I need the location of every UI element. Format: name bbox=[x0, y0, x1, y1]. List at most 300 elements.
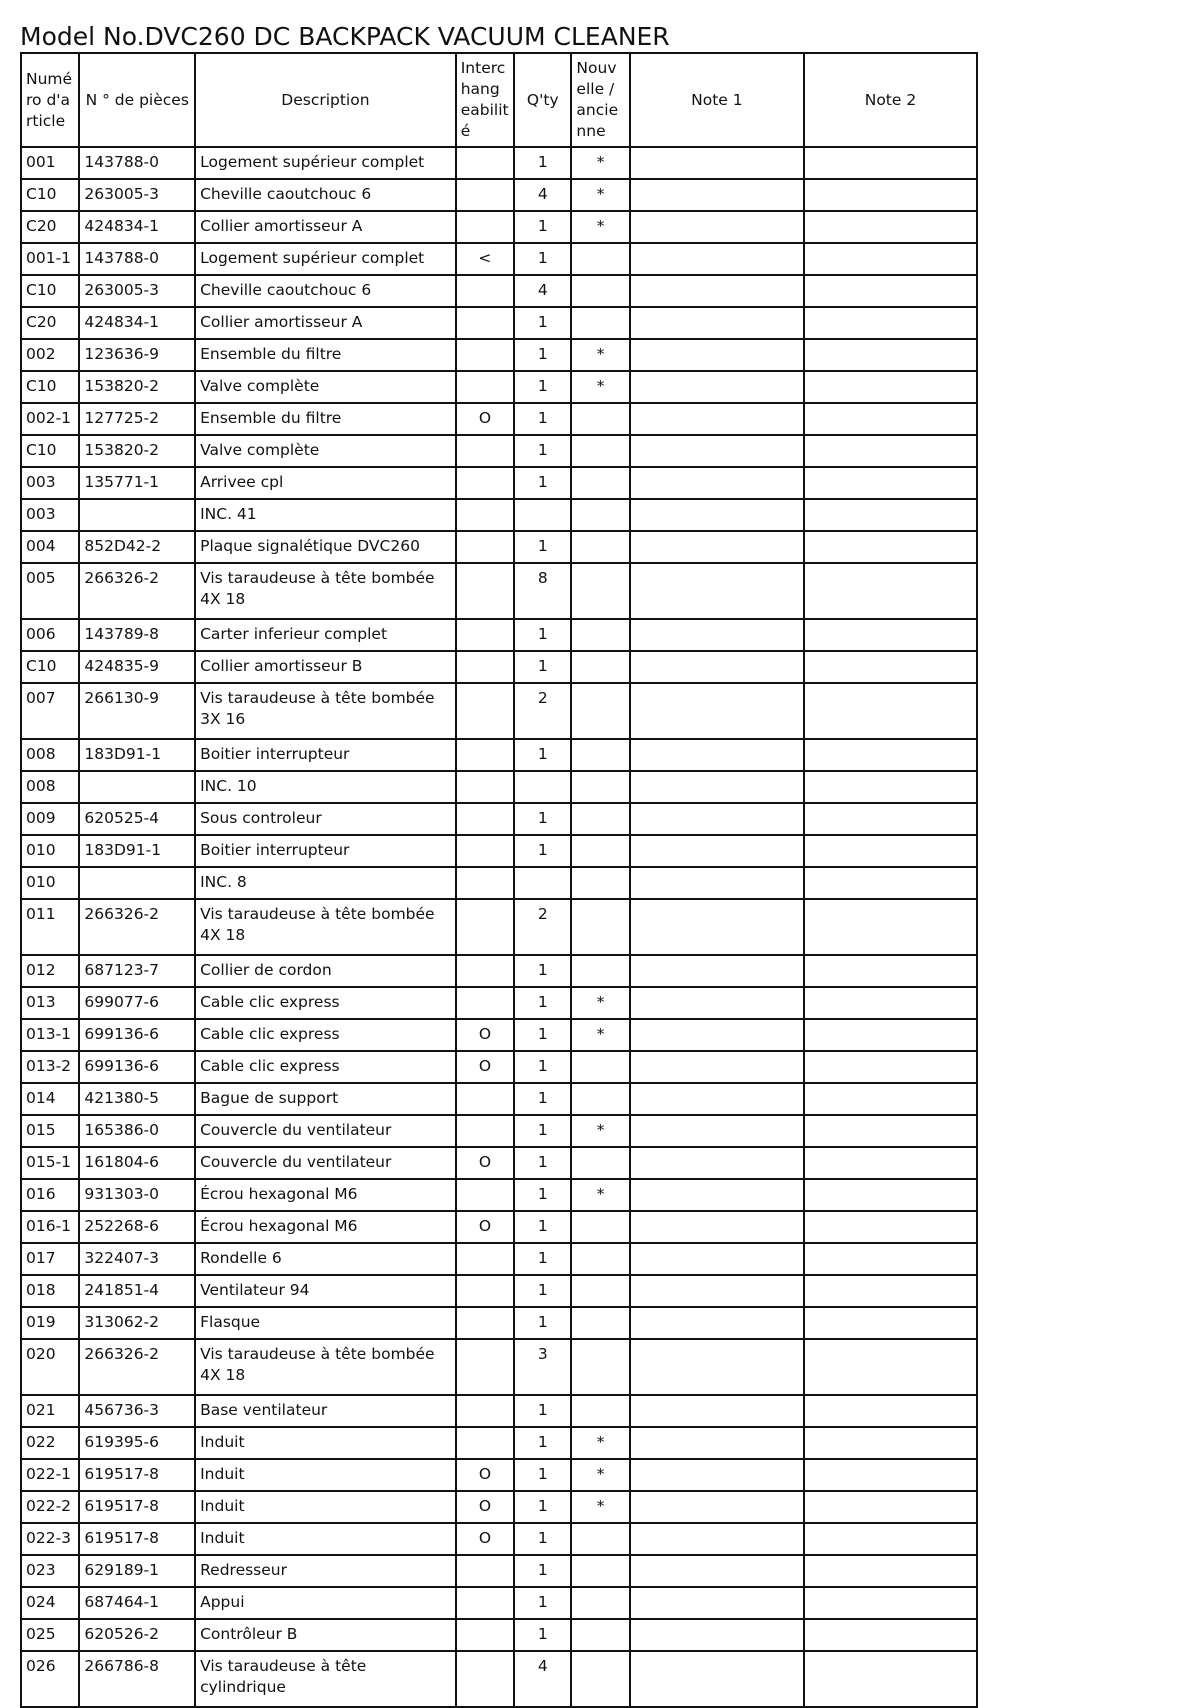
interchangeability-cell bbox=[456, 739, 514, 771]
part-number-cell: 143788-0 bbox=[79, 147, 195, 179]
header-item-number: Numéro d'article bbox=[21, 53, 79, 147]
table-row bbox=[21, 499, 977, 531]
table-row bbox=[21, 1115, 977, 1147]
interchangeability-cell bbox=[456, 987, 514, 1019]
item-number-cell: 002-1 bbox=[21, 403, 79, 435]
new-old-cell bbox=[571, 1307, 629, 1339]
new-old-cell: * bbox=[571, 339, 629, 371]
interchangeability-cell: O bbox=[456, 1459, 514, 1491]
note-2-cell bbox=[804, 243, 977, 275]
description-cell: Vis taraudeuse à tête bombée 4X 18 bbox=[195, 1339, 456, 1395]
note-2-cell bbox=[804, 1587, 977, 1619]
item-number-cell: 003 bbox=[21, 467, 79, 499]
interchangeability-cell: O bbox=[456, 1019, 514, 1051]
part-number-cell bbox=[79, 867, 195, 899]
item-number-cell: 009 bbox=[21, 803, 79, 835]
note-1-cell bbox=[630, 1587, 804, 1619]
table-row bbox=[21, 1459, 977, 1491]
note-1-cell bbox=[630, 211, 804, 243]
part-number-cell: 421380-5 bbox=[79, 1083, 195, 1115]
note-1-cell bbox=[630, 1275, 804, 1307]
part-number-cell: 687464-1 bbox=[79, 1587, 195, 1619]
quantity-cell bbox=[514, 867, 571, 899]
quantity-cell: 3 bbox=[514, 1339, 571, 1395]
note-1-cell bbox=[630, 1019, 804, 1051]
interchangeability-cell bbox=[456, 683, 514, 739]
description-cell: Vis taraudeuse à tête cylindrique bbox=[195, 1651, 456, 1707]
new-old-cell bbox=[571, 275, 629, 307]
interchangeability-cell bbox=[456, 1179, 514, 1211]
item-number-cell: 006 bbox=[21, 619, 79, 651]
interchangeability-cell bbox=[456, 1307, 514, 1339]
description-cell: Collier amortisseur B bbox=[195, 651, 456, 683]
item-number-cell: 021 bbox=[21, 1395, 79, 1427]
description-cell: Valve complète bbox=[195, 371, 456, 403]
interchangeability-cell bbox=[456, 867, 514, 899]
note-2-cell bbox=[804, 179, 977, 211]
interchangeability-cell bbox=[456, 899, 514, 955]
note-1-cell bbox=[630, 1555, 804, 1587]
table-row bbox=[21, 1275, 977, 1307]
description-cell: INC. 8 bbox=[195, 867, 456, 899]
note-1-cell bbox=[630, 683, 804, 739]
item-number-cell: C20 bbox=[21, 211, 79, 243]
interchangeability-cell bbox=[456, 1243, 514, 1275]
interchangeability-cell bbox=[456, 147, 514, 179]
interchangeability-cell: O bbox=[456, 1523, 514, 1555]
part-number-cell: 629189-1 bbox=[79, 1555, 195, 1587]
table-row bbox=[21, 835, 977, 867]
description-cell: Logement supérieur complet bbox=[195, 147, 456, 179]
part-number-cell: 263005-3 bbox=[79, 179, 195, 211]
interchangeability-cell: O bbox=[456, 1211, 514, 1243]
new-old-cell: * bbox=[571, 1179, 629, 1211]
interchangeability-cell: O bbox=[456, 403, 514, 435]
item-number-cell: 002 bbox=[21, 339, 79, 371]
table-row bbox=[21, 1651, 977, 1707]
part-number-cell: 266130-9 bbox=[79, 683, 195, 739]
note-2-cell bbox=[804, 683, 977, 739]
interchangeability-cell: O bbox=[456, 1147, 514, 1179]
item-number-cell: 026 bbox=[21, 1651, 79, 1707]
interchangeability-cell bbox=[456, 955, 514, 987]
note-1-cell bbox=[630, 771, 804, 803]
table-row bbox=[21, 1243, 977, 1275]
quantity-cell: 1 bbox=[514, 1211, 571, 1243]
new-old-cell bbox=[571, 1395, 629, 1427]
note-1-cell bbox=[630, 243, 804, 275]
table-row bbox=[21, 243, 977, 275]
note-2-cell bbox=[804, 1395, 977, 1427]
description-cell: Valve complète bbox=[195, 435, 456, 467]
note-2-cell bbox=[804, 1427, 977, 1459]
quantity-cell: 1 bbox=[514, 1179, 571, 1211]
new-old-cell bbox=[571, 899, 629, 955]
part-number-cell: 699077-6 bbox=[79, 987, 195, 1019]
table-row bbox=[21, 339, 977, 371]
description-cell: Vis taraudeuse à tête bombée 3X 16 bbox=[195, 683, 456, 739]
description-cell: Arrivee cpl bbox=[195, 467, 456, 499]
interchangeability-cell bbox=[456, 467, 514, 499]
new-old-cell bbox=[571, 531, 629, 563]
note-1-cell bbox=[630, 899, 804, 955]
quantity-cell: 1 bbox=[514, 1275, 571, 1307]
part-number-cell: 143789-8 bbox=[79, 619, 195, 651]
note-1-cell bbox=[630, 1339, 804, 1395]
description-cell: Rondelle 6 bbox=[195, 1243, 456, 1275]
description-cell: Base ventilateur bbox=[195, 1395, 456, 1427]
item-number-cell: 011 bbox=[21, 899, 79, 955]
table-row bbox=[21, 739, 977, 771]
interchangeability-cell: O bbox=[456, 1491, 514, 1523]
new-old-cell: * bbox=[571, 211, 629, 243]
new-old-cell bbox=[571, 435, 629, 467]
description-cell: Écrou hexagonal M6 bbox=[195, 1179, 456, 1211]
item-number-cell: 015 bbox=[21, 1115, 79, 1147]
table-row bbox=[21, 1051, 977, 1083]
quantity-cell: 4 bbox=[514, 275, 571, 307]
description-cell: INC. 41 bbox=[195, 499, 456, 531]
note-1-cell bbox=[630, 147, 804, 179]
description-cell: Vis taraudeuse à tête bombée 4X 18 bbox=[195, 563, 456, 619]
new-old-cell bbox=[571, 1555, 629, 1587]
note-1-cell bbox=[630, 1179, 804, 1211]
item-number-cell: 014 bbox=[21, 1083, 79, 1115]
quantity-cell: 1 bbox=[514, 1083, 571, 1115]
note-1-cell bbox=[630, 739, 804, 771]
item-number-cell: 016-1 bbox=[21, 1211, 79, 1243]
part-number-cell: 143788-0 bbox=[79, 243, 195, 275]
note-2-cell bbox=[804, 1179, 977, 1211]
interchangeability-cell bbox=[456, 835, 514, 867]
table-row bbox=[21, 403, 977, 435]
quantity-cell: 1 bbox=[514, 739, 571, 771]
quantity-cell: 1 bbox=[514, 1395, 571, 1427]
quantity-cell: 1 bbox=[514, 1523, 571, 1555]
table-row bbox=[21, 899, 977, 955]
item-number-cell: C10 bbox=[21, 435, 79, 467]
table-header-row bbox=[21, 53, 977, 147]
table-row bbox=[21, 147, 977, 179]
note-2-cell bbox=[804, 467, 977, 499]
new-old-cell bbox=[571, 467, 629, 499]
table-row bbox=[21, 867, 977, 899]
interchangeability-cell bbox=[456, 531, 514, 563]
interchangeability-cell bbox=[456, 371, 514, 403]
new-old-cell bbox=[571, 307, 629, 339]
new-old-cell: * bbox=[571, 987, 629, 1019]
note-1-cell bbox=[630, 307, 804, 339]
header-note-2: Note 2 bbox=[804, 53, 977, 147]
description-cell: Cable clic express bbox=[195, 1019, 456, 1051]
part-number-cell: 153820-2 bbox=[79, 371, 195, 403]
description-cell: Bague de support bbox=[195, 1083, 456, 1115]
interchangeability-cell bbox=[456, 563, 514, 619]
quantity-cell: 1 bbox=[514, 1243, 571, 1275]
description-cell: Collier amortisseur A bbox=[195, 307, 456, 339]
part-number-cell: 183D91-1 bbox=[79, 739, 195, 771]
interchangeability-cell bbox=[456, 1619, 514, 1651]
interchangeability-cell bbox=[456, 651, 514, 683]
note-1-cell bbox=[630, 1051, 804, 1083]
new-old-cell bbox=[571, 739, 629, 771]
table-row bbox=[21, 1395, 977, 1427]
quantity-cell: 1 bbox=[514, 211, 571, 243]
note-1-cell bbox=[630, 1523, 804, 1555]
note-2-cell bbox=[804, 1147, 977, 1179]
quantity-cell bbox=[514, 499, 571, 531]
part-number-cell: 127725-2 bbox=[79, 403, 195, 435]
table-row bbox=[21, 803, 977, 835]
note-1-cell bbox=[630, 803, 804, 835]
note-2-cell bbox=[804, 1211, 977, 1243]
note-2-cell bbox=[804, 563, 977, 619]
header-description: Description bbox=[195, 53, 456, 147]
note-2-cell bbox=[804, 147, 977, 179]
note-1-cell bbox=[630, 1211, 804, 1243]
description-cell: Induit bbox=[195, 1459, 456, 1491]
description-cell: Cable clic express bbox=[195, 987, 456, 1019]
quantity-cell: 1 bbox=[514, 803, 571, 835]
header-new-old: Nouvelle / ancienne bbox=[571, 53, 629, 147]
new-old-cell bbox=[571, 1523, 629, 1555]
item-number-cell: 022 bbox=[21, 1427, 79, 1459]
description-cell: Ensemble du filtre bbox=[195, 403, 456, 435]
note-2-cell bbox=[804, 435, 977, 467]
header-part-number: N ° de pièces bbox=[79, 53, 195, 147]
new-old-cell bbox=[571, 683, 629, 739]
part-number-cell: 266326-2 bbox=[79, 899, 195, 955]
header-quantity: Q'ty bbox=[514, 53, 571, 147]
interchangeability-cell bbox=[456, 435, 514, 467]
new-old-cell bbox=[571, 1211, 629, 1243]
table-row bbox=[21, 1083, 977, 1115]
part-number-cell: 165386-0 bbox=[79, 1115, 195, 1147]
item-number-cell: 022-1 bbox=[21, 1459, 79, 1491]
item-number-cell: 001 bbox=[21, 147, 79, 179]
quantity-cell: 1 bbox=[514, 339, 571, 371]
note-1-cell bbox=[630, 1459, 804, 1491]
quantity-cell: 1 bbox=[514, 1587, 571, 1619]
new-old-cell bbox=[571, 1619, 629, 1651]
note-1-cell bbox=[630, 1147, 804, 1179]
quantity-cell: 1 bbox=[514, 1019, 571, 1051]
table-row bbox=[21, 1019, 977, 1051]
note-2-cell bbox=[804, 1491, 977, 1523]
note-2-cell bbox=[804, 1339, 977, 1395]
description-cell: Boitier interrupteur bbox=[195, 835, 456, 867]
description-cell: Couvercle du ventilateur bbox=[195, 1115, 456, 1147]
description-cell: Collier amortisseur A bbox=[195, 211, 456, 243]
new-old-cell bbox=[571, 1243, 629, 1275]
new-old-cell bbox=[571, 803, 629, 835]
new-old-cell bbox=[571, 499, 629, 531]
part-number-cell: 424834-1 bbox=[79, 307, 195, 339]
table-row bbox=[21, 1523, 977, 1555]
description-cell: Appui bbox=[195, 1587, 456, 1619]
description-cell: INC. 10 bbox=[195, 771, 456, 803]
quantity-cell: 1 bbox=[514, 467, 571, 499]
new-old-cell bbox=[571, 1051, 629, 1083]
part-number-cell: 241851-4 bbox=[79, 1275, 195, 1307]
header-interchangeability: Interchangeabilité bbox=[456, 53, 514, 147]
interchangeability-cell bbox=[456, 307, 514, 339]
new-old-cell bbox=[571, 1083, 629, 1115]
description-cell: Induit bbox=[195, 1427, 456, 1459]
interchangeability-cell bbox=[456, 499, 514, 531]
description-cell: Induit bbox=[195, 1491, 456, 1523]
item-number-cell: C10 bbox=[21, 651, 79, 683]
quantity-cell: 1 bbox=[514, 307, 571, 339]
item-number-cell: 022-3 bbox=[21, 1523, 79, 1555]
note-1-cell bbox=[630, 339, 804, 371]
note-2-cell bbox=[804, 531, 977, 563]
item-number-cell: 007 bbox=[21, 683, 79, 739]
table-row bbox=[21, 211, 977, 243]
item-number-cell: 015-1 bbox=[21, 1147, 79, 1179]
interchangeability-cell bbox=[456, 803, 514, 835]
table-row bbox=[21, 1619, 977, 1651]
table-row bbox=[21, 651, 977, 683]
note-1-cell bbox=[630, 371, 804, 403]
note-2-cell bbox=[804, 771, 977, 803]
note-1-cell bbox=[630, 619, 804, 651]
quantity-cell: 1 bbox=[514, 651, 571, 683]
table-row bbox=[21, 1587, 977, 1619]
new-old-cell bbox=[571, 563, 629, 619]
note-2-cell bbox=[804, 499, 977, 531]
new-old-cell bbox=[571, 1651, 629, 1707]
note-2-cell bbox=[804, 651, 977, 683]
description-cell: Boitier interrupteur bbox=[195, 739, 456, 771]
quantity-cell: 1 bbox=[514, 955, 571, 987]
new-old-cell bbox=[571, 243, 629, 275]
quantity-cell: 1 bbox=[514, 435, 571, 467]
description-cell: Cheville caoutchouc 6 bbox=[195, 179, 456, 211]
item-number-cell: 004 bbox=[21, 531, 79, 563]
new-old-cell: * bbox=[571, 179, 629, 211]
interchangeability-cell bbox=[456, 1427, 514, 1459]
note-1-cell bbox=[630, 435, 804, 467]
new-old-cell bbox=[571, 403, 629, 435]
quantity-cell: 4 bbox=[514, 1651, 571, 1707]
note-1-cell bbox=[630, 563, 804, 619]
parts-table bbox=[20, 52, 978, 1708]
new-old-cell bbox=[571, 1147, 629, 1179]
part-number-cell: 931303-0 bbox=[79, 1179, 195, 1211]
quantity-cell: 1 bbox=[514, 987, 571, 1019]
description-cell: Induit bbox=[195, 1523, 456, 1555]
new-old-cell bbox=[571, 1587, 629, 1619]
quantity-cell: 1 bbox=[514, 1115, 571, 1147]
part-number-cell: 619517-8 bbox=[79, 1523, 195, 1555]
interchangeability-cell bbox=[456, 179, 514, 211]
part-number-cell: 852D42-2 bbox=[79, 531, 195, 563]
new-old-cell: * bbox=[571, 1459, 629, 1491]
note-1-cell bbox=[630, 179, 804, 211]
note-2-cell bbox=[804, 987, 977, 1019]
table-row bbox=[21, 1179, 977, 1211]
new-old-cell bbox=[571, 1275, 629, 1307]
item-number-cell: C10 bbox=[21, 179, 79, 211]
quantity-cell: 1 bbox=[514, 1459, 571, 1491]
item-number-cell: C10 bbox=[21, 275, 79, 307]
item-number-cell: 020 bbox=[21, 1339, 79, 1395]
new-old-cell bbox=[571, 835, 629, 867]
part-number-cell: 252268-6 bbox=[79, 1211, 195, 1243]
quantity-cell: 1 bbox=[514, 619, 571, 651]
table-row bbox=[21, 1339, 977, 1395]
quantity-cell bbox=[514, 771, 571, 803]
part-number-cell: 699136-6 bbox=[79, 1019, 195, 1051]
new-old-cell: * bbox=[571, 147, 629, 179]
note-2-cell bbox=[804, 1115, 977, 1147]
quantity-cell: 1 bbox=[514, 403, 571, 435]
quantity-cell: 1 bbox=[514, 1555, 571, 1587]
item-number-cell: 013-1 bbox=[21, 1019, 79, 1051]
item-number-cell: C10 bbox=[21, 371, 79, 403]
table-row bbox=[21, 1307, 977, 1339]
new-old-cell bbox=[571, 955, 629, 987]
new-old-cell bbox=[571, 619, 629, 651]
item-number-cell: 013-2 bbox=[21, 1051, 79, 1083]
item-number-cell: 017 bbox=[21, 1243, 79, 1275]
item-number-cell: 010 bbox=[21, 867, 79, 899]
quantity-cell: 2 bbox=[514, 683, 571, 739]
table-row bbox=[21, 531, 977, 563]
table-row bbox=[21, 987, 977, 1019]
part-number-cell: 456736-3 bbox=[79, 1395, 195, 1427]
quantity-cell: 2 bbox=[514, 899, 571, 955]
note-2-cell bbox=[804, 739, 977, 771]
note-1-cell bbox=[630, 275, 804, 307]
note-2-cell bbox=[804, 1651, 977, 1707]
description-cell: Cable clic express bbox=[195, 1051, 456, 1083]
note-2-cell bbox=[804, 211, 977, 243]
quantity-cell: 1 bbox=[514, 147, 571, 179]
note-2-cell bbox=[804, 1051, 977, 1083]
item-number-cell: 013 bbox=[21, 987, 79, 1019]
table-row bbox=[21, 683, 977, 739]
quantity-cell: 1 bbox=[514, 1619, 571, 1651]
table-row bbox=[21, 307, 977, 339]
note-2-cell bbox=[804, 1275, 977, 1307]
item-number-cell: 023 bbox=[21, 1555, 79, 1587]
table-row bbox=[21, 371, 977, 403]
new-old-cell: * bbox=[571, 371, 629, 403]
table-row bbox=[21, 771, 977, 803]
quantity-cell: 4 bbox=[514, 179, 571, 211]
table-row bbox=[21, 275, 977, 307]
part-number-cell bbox=[79, 499, 195, 531]
item-number-cell: 024 bbox=[21, 1587, 79, 1619]
new-old-cell: * bbox=[571, 1019, 629, 1051]
part-number-cell bbox=[79, 771, 195, 803]
part-number-cell: 135771-1 bbox=[79, 467, 195, 499]
description-cell: Vis taraudeuse à tête bombée 4X 18 bbox=[195, 899, 456, 955]
item-number-cell: 008 bbox=[21, 739, 79, 771]
part-number-cell: 161804-6 bbox=[79, 1147, 195, 1179]
note-1-cell bbox=[630, 1427, 804, 1459]
quantity-cell: 1 bbox=[514, 1307, 571, 1339]
parts-table-body bbox=[21, 147, 977, 1707]
page-title: Model No.DVC260 DC BACKPACK VACUUM CLEANER bbox=[20, 22, 670, 51]
interchangeability-cell bbox=[456, 339, 514, 371]
quantity-cell: 1 bbox=[514, 1427, 571, 1459]
note-1-cell bbox=[630, 1115, 804, 1147]
item-number-cell: 008 bbox=[21, 771, 79, 803]
note-2-cell bbox=[804, 339, 977, 371]
